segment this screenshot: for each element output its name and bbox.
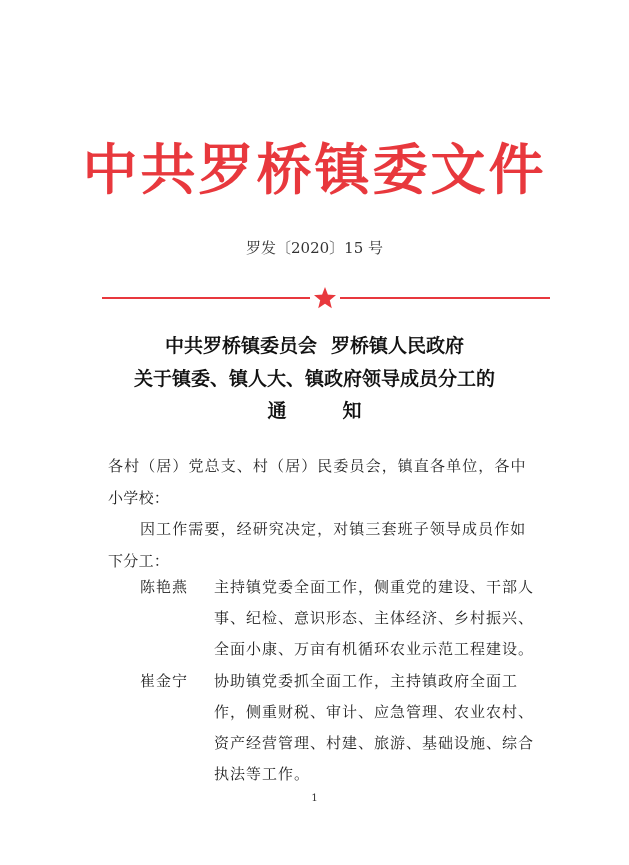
duty-line: 主持镇党委全面工作，侧重党的建设、干部人 [214, 578, 535, 596]
recipients-line-1: 各村（居）党总支、村（居）民委员会，镇直各单位，各中 [108, 457, 527, 475]
intro-line-2: 下分工： [108, 552, 170, 570]
intro-line-1: 因工作需要，经研究决定，对镇三套班子领导成员作如 [140, 520, 527, 538]
duty-line: 执法等工作。 [214, 765, 311, 783]
issuer-party: 中共罗桥镇委员会 [164, 335, 317, 357]
issuer-government: 罗桥镇人民政府 [331, 335, 465, 357]
duty-line: 作，侧重财税、审计、应急管理、农业农村、 [214, 703, 535, 721]
duty-line: 全面小康、万亩有机循环农业示范工程建设。 [214, 640, 535, 658]
star-icon [313, 286, 337, 310]
notice-char-1: 通 [267, 400, 287, 422]
red-header-title: 中共罗桥镇委文件 [82, 137, 547, 202]
duty-line: 事、纪检、意识形态、主体经济、乡村振兴、 [214, 609, 535, 627]
header-rule-right [340, 297, 550, 299]
duty-line: 资产经营管理、村建、旅游、基础设施、综合 [214, 734, 535, 752]
page-number: 1 [311, 793, 318, 804]
document-number: 罗发〔2020〕15 号 [245, 239, 384, 257]
notice-char-2: 知 [342, 400, 362, 422]
notice-title-type [0, 396, 629, 423]
recipients-line-2: 小学校： [108, 489, 170, 507]
notice-title-subject: 关于镇委、镇人大、镇政府领导成员分工的 [133, 368, 495, 390]
notice-title-issuers [0, 331, 629, 358]
assignee-name: 陈艳燕 [140, 578, 189, 596]
header-rule-left [102, 297, 310, 299]
duty-line: 协助镇党委抓全面工作，主持镇政府全面工 [214, 672, 519, 690]
assignee-name: 崔金宁 [140, 672, 189, 690]
